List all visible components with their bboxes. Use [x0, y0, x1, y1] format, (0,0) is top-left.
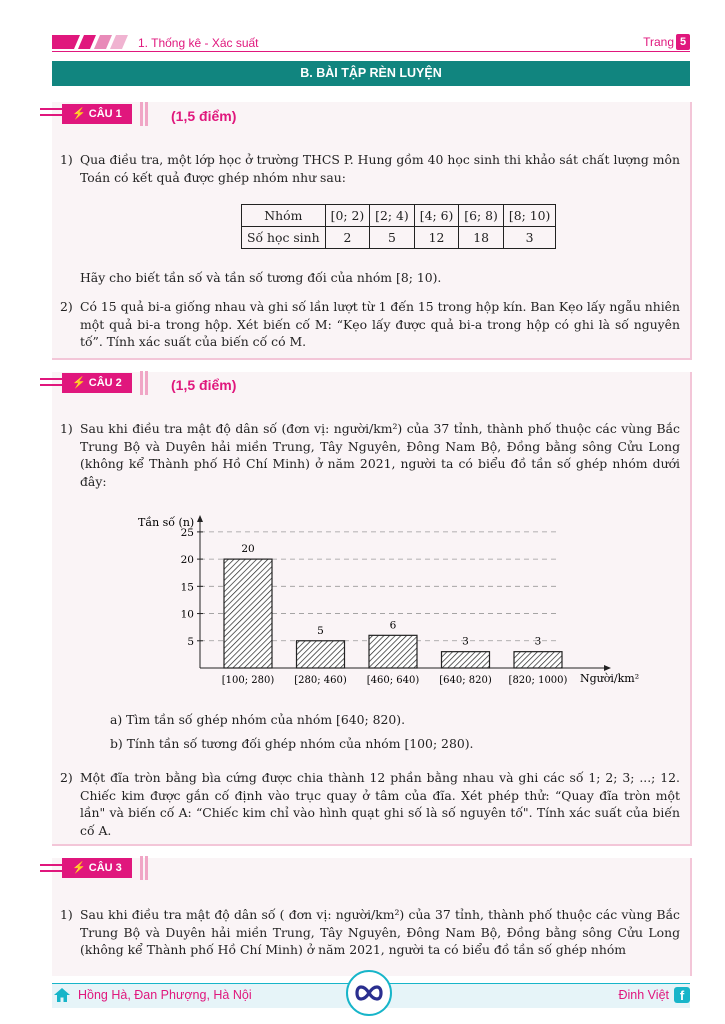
bar [442, 652, 490, 668]
question-1-tag-bars [140, 102, 150, 126]
x-axis-arrow [604, 665, 611, 671]
q2-item-1-number: 1) [60, 421, 73, 436]
q2-item-2-text: Một đĩa tròn bằng bìa cứng được chia thành 12 phần bằng nhau và ghi các số 1; 2; 3; ...; 12. Chiếc kim được gắn cố định vào trục quay ở tâm của đĩa. Xét phép thử: “Quay đĩa tròn một lần" và biến cố A: “Chiếc kim chỉ vào hình quạt ghi số là số nguyên tố". Tính xác suất của biến cố A. [80, 770, 680, 838]
table-cell: 5 [370, 227, 415, 249]
q3-item-1 [60, 906, 680, 959]
q2-item-1 [60, 420, 680, 490]
question-2-tag-bars [140, 371, 150, 395]
question-1-marker [40, 108, 62, 118]
header-divider [52, 51, 690, 52]
question-1-tag-label: CÂU 1 [88, 108, 122, 120]
question-1-points: (1,5 điểm) [171, 108, 237, 124]
table-cell: 2 [325, 227, 370, 249]
y-axis-arrow [197, 515, 203, 522]
question-1-tag [62, 104, 132, 124]
x-tick-label: [100; 280) [221, 675, 275, 686]
infinity-logo [346, 970, 392, 1016]
header-stripes [52, 35, 132, 49]
infinity-icon [348, 972, 390, 1014]
x-tick-label: [280; 460) [294, 675, 347, 686]
data-label: 20 [241, 543, 255, 556]
frequency-table [241, 204, 556, 249]
q1-item-2 [60, 298, 680, 351]
y-tick-label: 5 [187, 635, 194, 648]
q1-item-1-number: 1) [60, 152, 73, 167]
y-tick-label: 10 [180, 608, 194, 621]
facebook-icon[interactable]: f [674, 987, 690, 1003]
data-label: 5 [317, 624, 324, 637]
table-cell: 3 [503, 227, 555, 249]
q1-item-2-number: 2) [60, 299, 73, 314]
section-title: 1. Thống kê - Xác suất [138, 36, 259, 50]
question-3-tag [62, 858, 132, 878]
table-cell: [2; 4) [370, 205, 415, 227]
data-label: 3 [534, 635, 542, 648]
y-tick-label: 25 [180, 526, 194, 539]
page-number: 5 [676, 34, 690, 50]
table-cell: 12 [414, 227, 459, 249]
q2-item-1-text: Sau khi điều tra mật độ dân số (đơn vị: người/km²) của 37 tỉnh, thành phố thuộc các vùng Bắc Trung Bộ và Duyên hải miền Trung, Tây Nguyên, Đông Nam Bộ, Đồng bằng sông Cửu Long (không kể Thành phố Hồ Chí Minh) ở năm 2021, người ta có biểu đồ tần số ghép nhóm dưới đây: [80, 421, 680, 489]
page-label: Trang [643, 35, 674, 49]
home-icon [54, 988, 70, 1002]
question-2-points: (1,5 điểm) [171, 377, 237, 393]
q1-item-1-question: Hãy cho biết tần số và tần số tương đối của nhóm [8; 10). [80, 270, 442, 285]
q2-item-2-number: 2) [60, 770, 73, 785]
data-label: 3 [462, 635, 469, 648]
question-3-marker [40, 864, 62, 874]
table-cell: 18 [459, 227, 504, 249]
y-tick-label: 20 [180, 554, 194, 567]
footer-author: Đinh Việt [618, 988, 669, 1002]
question-2-marker [40, 378, 62, 388]
frequency-histogram [130, 510, 650, 694]
table-cell: [6; 8) [459, 205, 504, 227]
table-cell: Số học sinh [242, 227, 326, 249]
q1-item-1 [60, 151, 680, 186]
question-2-tag-label: CÂU 2 [88, 377, 122, 389]
question-2-tag [62, 373, 132, 393]
q1-item-2-text: Có 15 quả bi-a giống nhau và ghi số lần lượt từ 1 đến 15 trong hộp kín. Ban Kẹo lấy ngẫu nhiên một quả bi-a trong hộp. Xét biến cố M: “Kẹo lấy được quả bi-a trong hộp có ghi là số nguyên tố”. Tính xác suất của biến cố có M. [80, 299, 680, 349]
bar [369, 635, 417, 668]
bar [297, 641, 345, 668]
x-axis-label: Người/km² [580, 672, 640, 685]
bar [514, 652, 562, 668]
y-tick-label: 15 [180, 581, 194, 594]
data-label: 6 [389, 619, 397, 632]
table-row [242, 227, 556, 249]
lightning-icon: ⚡ [72, 862, 86, 874]
q2-sub-b: b) Tính tần số tương đối ghép nhóm của nhóm [100; 280). [110, 736, 474, 751]
y-axis-label: Tần số (n) [138, 516, 195, 529]
x-tick-label: [460; 640) [366, 675, 420, 686]
lightning-icon: ⚡ [72, 377, 86, 389]
x-tick-label: [640; 820) [439, 675, 492, 686]
bar [224, 559, 272, 668]
q2-item-2 [60, 769, 680, 839]
footer-address: Hồng Hà, Đan Phượng, Hà Nội [78, 988, 252, 1002]
question-3-tag-bars [140, 856, 150, 880]
lightning-icon: ⚡ [72, 108, 86, 120]
table-cell: [0; 2) [325, 205, 370, 227]
section-banner: B. BÀI TẬP RÈN LUYỆN [52, 61, 690, 86]
table-cell: Nhóm [242, 205, 326, 227]
x-tick-label: [820; 1000) [508, 675, 568, 686]
q3-item-1-number: 1) [60, 907, 73, 922]
table-row [242, 205, 556, 227]
page-header [52, 33, 690, 53]
table-cell: [8; 10) [503, 205, 555, 227]
table-cell: [4; 6) [414, 205, 459, 227]
q1-item-1-text: Qua điều tra, một lớp học ở trường THCS P. Hung gồm 40 học sinh thi khảo sát chất lượng môn Toán có kết quả được ghép nhóm như sau: [80, 152, 680, 185]
q3-item-1-text: Sau khi điều tra mật độ dân số ( đơn vị: người/km²) của 37 tỉnh, thành phố thuộc các vùng Bắc Trung Bộ và Duyên hải miền Trung, Tây Nguyên, Đông Nam Bộ, Đồng bằng sông Cửu Long (không kể Thành phố Hồ Chí Minh) ở năm 2021, người ta có biểu đồ tần số ghép nhóm [80, 907, 680, 957]
q2-sub-a: a) Tìm tần số ghép nhóm của nhóm [640; 820). [110, 712, 406, 727]
question-3-tag-label: CÂU 3 [88, 862, 122, 874]
